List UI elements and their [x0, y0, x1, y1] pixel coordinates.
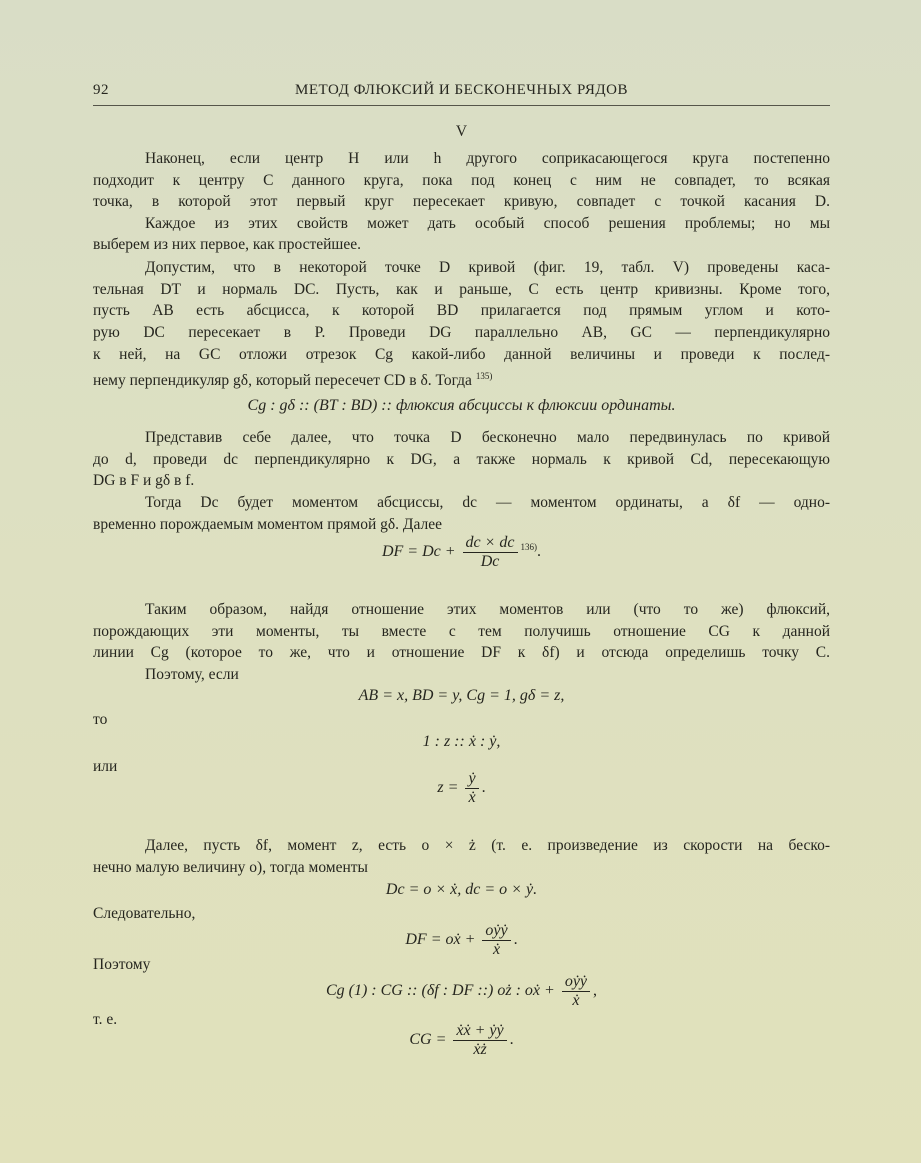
footnote-ref[interactable]: 136) — [520, 541, 538, 552]
text-line: временно порождаемым моментом прямой gδ. Далее — [93, 516, 443, 533]
fraction — [562, 973, 590, 1010]
text-line: Следовательно, — [93, 905, 196, 922]
formula-ratio: 1 : z :: ẋ : ẏ, — [422, 733, 501, 750]
text-line: нечно малую величину o), тогда моменты — [93, 859, 368, 876]
denominator: ẋż — [473, 1041, 487, 1058]
text-line: рую DC пересекает в P. Проведи DG параллельно AB, GC — перпендикулярно — [93, 324, 830, 341]
numerator: oẏẏ — [562, 973, 590, 992]
text-line: DG в F и gδ в f. — [93, 472, 195, 489]
formula-lhs: DF = Dc + — [381, 543, 456, 561]
text-line: точка, в которой этот первый круг пересекает кривую, совпадет с точкой касания D. — [93, 193, 830, 210]
text-line: к ней, на GC отложи отрезок Cg какой-либо данной величины и проведи к послед- — [93, 346, 830, 363]
denominator: ẋ — [572, 992, 580, 1009]
text-line: то — [93, 711, 108, 728]
numerator: ẋẋ + ẏẏ — [453, 1022, 506, 1041]
text-line: до d, проведи dc перпендикулярно к DG, а также нормаль к кривой Cd, пересекающую — [93, 451, 830, 468]
text-line: или — [93, 758, 118, 775]
formula-proportion: Cg : gδ :: (BT : BD) :: флюксия абсциссы к флюксии ординаты. — [247, 397, 676, 414]
header-rule — [93, 105, 830, 106]
text-line: Наконец, если центр H или h другого соприкасающегося круга постепенно — [145, 150, 830, 167]
text-line: Поэтому, если — [145, 666, 239, 683]
text-line: Далее, пусть δf, момент z, есть o × ż (т. е. произведение из скорости на беско- — [145, 837, 830, 854]
text-line: Представив себе далее, что точка D бесконечно мало передвинулась по кривой — [145, 429, 830, 446]
formula-DF — [93, 534, 830, 571]
text-line: т. е. — [93, 1011, 118, 1028]
punct: . — [537, 543, 542, 561]
formula-moments: Dc = o × ẋ, dc = o × ẏ. — [385, 881, 538, 898]
running-title: МЕТОД ФЛЮКСИЙ И БЕСКОНЕЧНЫХ РЯДОВ — [295, 82, 628, 98]
denominator: ẋ — [492, 941, 501, 958]
text-line — [93, 366, 830, 391]
text-line: Допустим, что в некоторой точке D кривой (фиг. 19, табл. V) проведены каса- — [145, 259, 830, 276]
text-line: Каждое из этих свойств может дать особый способ решения проблемы; но мы — [145, 215, 830, 232]
text-line: пусть AB есть абсцисса, к которой BD прилагается под прямым углом и кото- — [93, 302, 830, 319]
numerator: oẏẏ — [482, 922, 510, 941]
section-number: V — [455, 123, 468, 140]
numerator: ẏ — [465, 770, 478, 789]
denominator: ẋ — [468, 789, 476, 806]
punct: . — [509, 1031, 514, 1049]
fraction — [465, 770, 478, 807]
punct: . — [513, 931, 518, 949]
text-line: выберем из них первое, как простейшее. — [93, 236, 361, 253]
formula-lhs: z = — [437, 779, 459, 797]
fraction — [453, 1022, 506, 1059]
fraction — [463, 534, 518, 571]
formula-DF-2 — [93, 922, 830, 959]
text-line: Тогда Dc будет моментом абсциссы, dc — моментом ординаты, а δf — одно- — [145, 494, 830, 511]
formula-CG — [93, 1022, 830, 1059]
denominator: Dc — [480, 553, 500, 570]
text-line: Поэтому — [93, 956, 151, 973]
formula-CG-proportion — [93, 973, 830, 1010]
text-line: Таким образом, найдя отношение этих моментов или (что то же) флюксий, — [145, 601, 830, 618]
footnote-ref[interactable]: 135) — [475, 371, 493, 381]
formula-lhs: CG = — [409, 1031, 447, 1049]
page-number: 92 — [93, 82, 109, 98]
formula-z — [93, 770, 830, 807]
fraction — [482, 922, 510, 959]
formula-definitions: AB = x, BD = y, Cg = 1, gδ = z, — [358, 687, 565, 704]
text-line: линии Cg (которое то же, что и отношение DF к δf) и отсюда определишь точку C. — [93, 644, 830, 661]
punct: , — [593, 982, 598, 1000]
numerator: dc × dc — [463, 534, 518, 553]
text: нему перпендикуляр gδ, который пересечет CD в δ. Тогда — [93, 372, 472, 390]
formula-lhs: DF = oẋ + — [405, 931, 476, 949]
text-line: подходит к центру C данного круга, пока под конец с ним не совпадет, то всякая — [93, 172, 830, 189]
text-line: порождающих эти моменты, ты вместе с тем получишь отношение CG к данной — [93, 623, 830, 640]
punct: . — [481, 779, 486, 797]
text-line: тельная DT и нормаль DC. Пусть, как и раньше, C есть центр кривизны. Кроме того, — [93, 281, 830, 298]
formula-lhs: Cg (1) : CG :: (δf : DF ::) oż : oẋ + — [325, 982, 555, 1000]
